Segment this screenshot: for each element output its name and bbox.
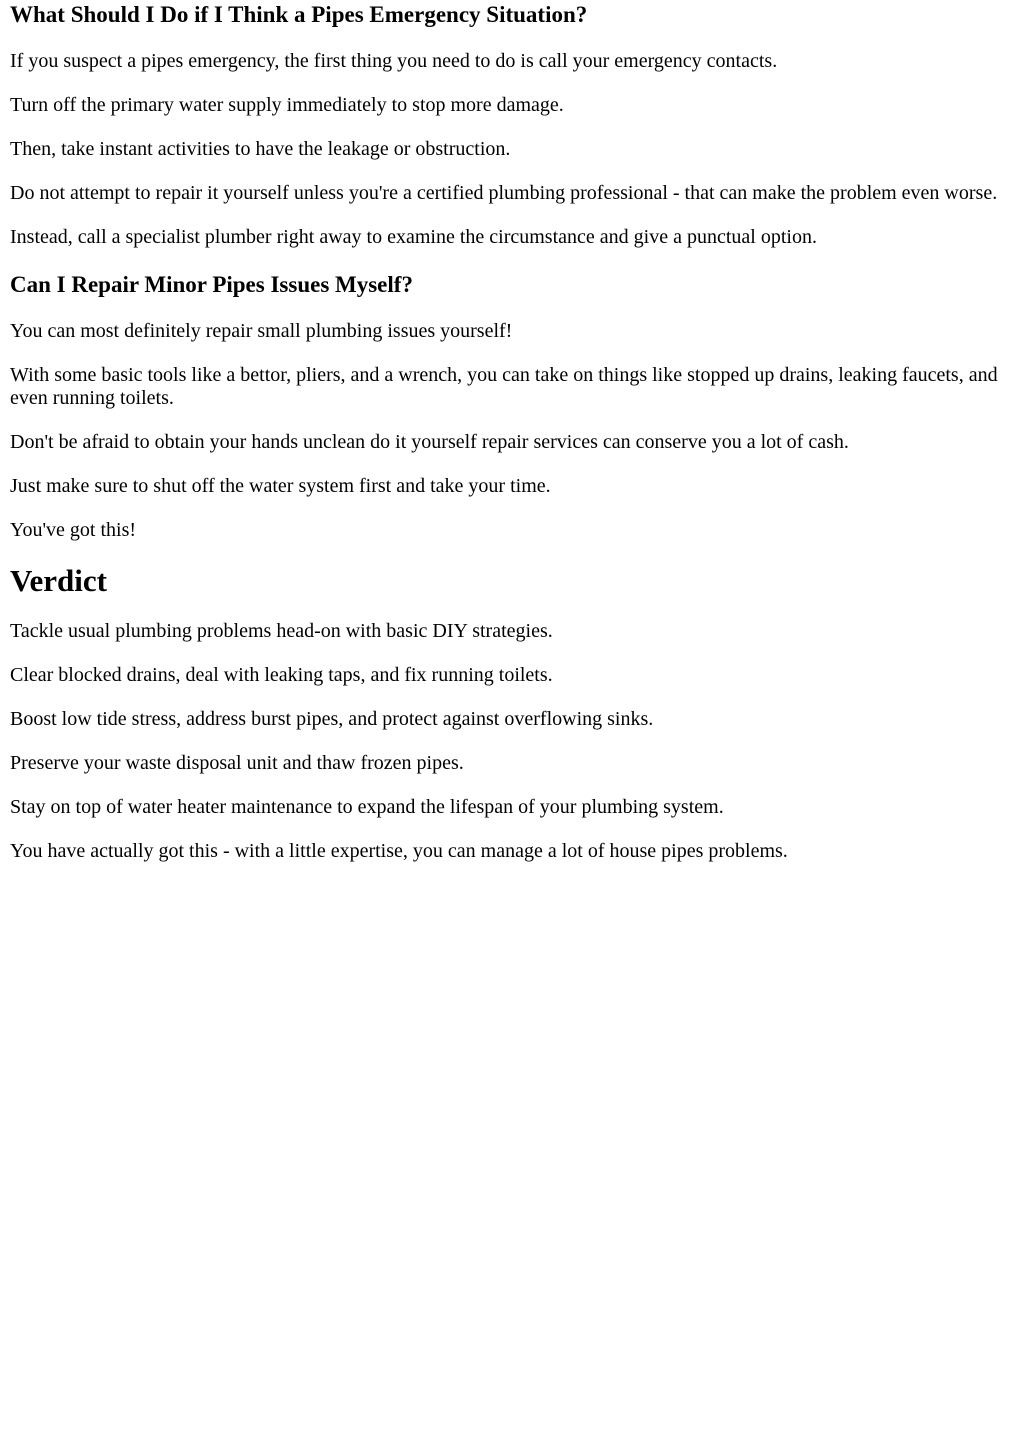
paragraph: You can most definitely repair small plumbing issues yourself!: [10, 320, 513, 342]
paragraph: If you suspect a pipes emergency, the first thing you need to do is call your emergency contacts.: [10, 50, 778, 72]
paragraph: Then, take instant activities to have the leakage or obstruction.: [10, 138, 511, 160]
section-heading-emergency: What Should I Do if I Think a Pipes Emergency Situation?: [10, 2, 588, 27]
paragraph: Tackle usual plumbing problems head-on with basic DIY strategies.: [10, 620, 553, 642]
paragraph: Clear blocked drains, deal with leaking taps, and fix running toilets.: [10, 664, 553, 686]
section-heading-minor-repairs: Can I Repair Minor Pipes Issues Myself?: [10, 272, 413, 297]
paragraph: You've got this!: [10, 519, 137, 541]
article: [0, 1, 1024, 863]
paragraph: With some basic tools like a bettor, pliers, and a wrench, you can take on things like stopped up drains, leaking faucets, and even running toilets.: [10, 364, 998, 409]
paragraph: Preserve your waste disposal unit and thaw frozen pipes.: [10, 752, 464, 774]
paragraph: You have actually got this - with a little expertise, you can manage a lot of house pipes problems.: [10, 840, 788, 862]
paragraph: Do not attempt to repair it yourself unless you're a certified plumbing professional - that can make the problem even worse.: [10, 182, 998, 204]
section-heading-verdict: Verdict: [10, 563, 107, 598]
paragraph: Just make sure to shut off the water system first and take your time.: [10, 475, 551, 497]
paragraph: Instead, call a specialist plumber right away to examine the circumstance and give a punctual option.: [10, 226, 817, 248]
paragraph: Don't be afraid to obtain your hands unclean do it yourself repair services can conserve you a lot of cash.: [10, 431, 849, 453]
paragraph: Stay on top of water heater maintenance to expand the lifespan of your plumbing system.: [10, 796, 724, 818]
paragraph: Turn off the primary water supply immediately to stop more damage.: [10, 94, 564, 116]
paragraph: Boost low tide stress, address burst pipes, and protect against overflowing sinks.: [10, 708, 654, 730]
